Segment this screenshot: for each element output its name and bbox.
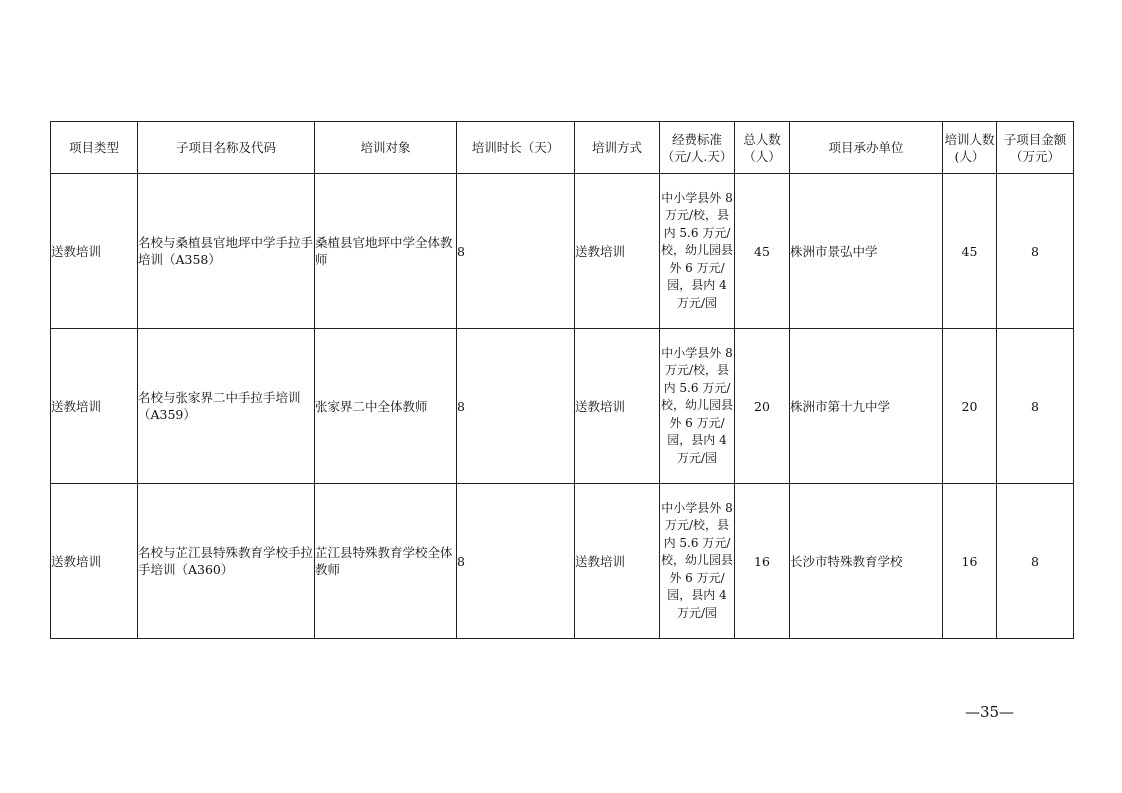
- header-trainee-count: 培训人数(人）: [943, 122, 997, 174]
- table-row: [51, 329, 1074, 484]
- cell-fee-standard: 中小学县外 8 万元/校，县内 5.6 万元/校，幼儿园县外 6 万元/园，县内 4 万元/园: [660, 329, 735, 484]
- cell-training-mode: 送教培训: [575, 174, 660, 329]
- header-training-mode: 培训方式: [575, 122, 660, 174]
- header-total-people: 总人数（人）: [735, 122, 790, 174]
- cell-project-type: 送教培训: [51, 329, 138, 484]
- table-row: [51, 484, 1074, 639]
- cell-training-target: 芷江县特殊教育学校全体教师: [315, 484, 457, 639]
- cell-training-target: 桑植县官地坪中学全体教师: [315, 174, 457, 329]
- cell-training-days: 8: [457, 174, 575, 329]
- cell-subproject-name: 名校与芷江县特殊教育学校手拉手培训（A360）: [138, 484, 315, 639]
- cell-fee-standard: 中小学县外 8 万元/校，县内 5.6 万元/校，幼儿园县外 6 万元/园，县内 4 万元/园: [660, 174, 735, 329]
- cell-subproject-amount: 8: [997, 329, 1074, 484]
- header-fee-standard: 经费标准（元/人.天）: [660, 122, 735, 174]
- cell-training-days: 8: [457, 329, 575, 484]
- header-host-unit: 项目承办单位: [790, 122, 943, 174]
- cell-training-days: 8: [457, 484, 575, 639]
- project-table: [50, 121, 1074, 639]
- cell-subproject-amount: 8: [997, 484, 1074, 639]
- cell-trainee-count: 45: [943, 174, 997, 329]
- cell-training-target: 张家界二中全体教师: [315, 329, 457, 484]
- cell-total-people: 16: [735, 484, 790, 639]
- cell-subproject-name: 名校与张家界二中手拉手培训（A359）: [138, 329, 315, 484]
- cell-total-people: 45: [735, 174, 790, 329]
- table-header-row: [51, 122, 1074, 174]
- header-training-target: 培训对象: [315, 122, 457, 174]
- header-subproject-amount: 子项目金额（万元）: [997, 122, 1074, 174]
- cell-host-unit: 长沙市特殊教育学校: [790, 484, 943, 639]
- cell-trainee-count: 20: [943, 329, 997, 484]
- header-subproject-name: 子项目名称及代码: [138, 122, 315, 174]
- cell-training-mode: 送教培训: [575, 484, 660, 639]
- cell-fee-standard: 中小学县外 8 万元/校，县内 5.6 万元/校，幼儿园县外 6 万元/园，县内 4 万元/园: [660, 484, 735, 639]
- cell-subproject-amount: 8: [997, 174, 1074, 329]
- cell-project-type: 送教培训: [51, 174, 138, 329]
- cell-project-type: 送教培训: [51, 484, 138, 639]
- header-training-days: 培训时长（天）: [457, 122, 575, 174]
- cell-trainee-count: 16: [943, 484, 997, 639]
- cell-host-unit: 株洲市第十九中学: [790, 329, 943, 484]
- header-project-type: 项目类型: [51, 122, 138, 174]
- cell-training-mode: 送教培训: [575, 329, 660, 484]
- cell-total-people: 20: [735, 329, 790, 484]
- page-number: —35—: [965, 703, 1015, 721]
- cell-host-unit: 株洲市景弘中学: [790, 174, 943, 329]
- cell-subproject-name: 名校与桑植县官地坪中学手拉手培训（A358）: [138, 174, 315, 329]
- table-row: [51, 174, 1074, 329]
